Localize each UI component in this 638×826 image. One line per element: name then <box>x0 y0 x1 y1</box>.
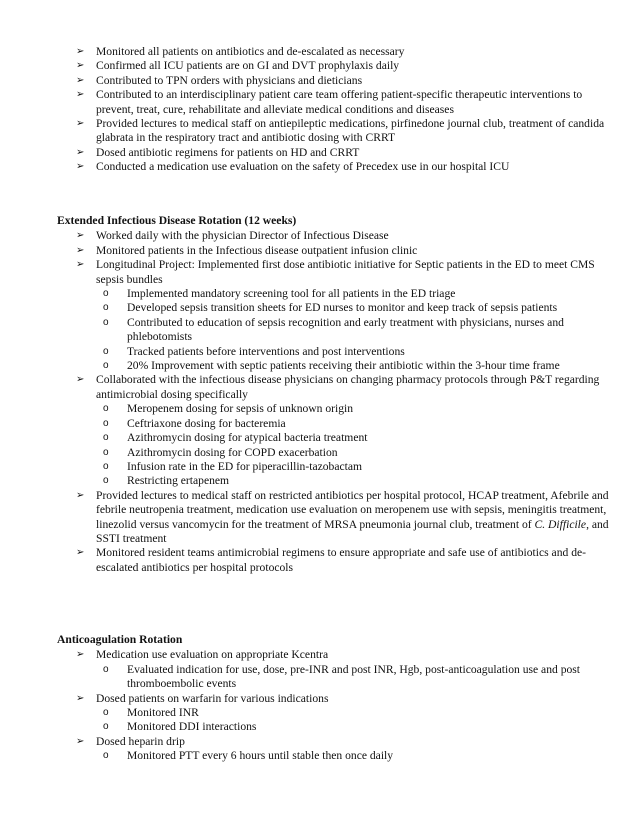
circle-bullet-icon: o <box>103 345 109 357</box>
arrow-bullet-icon: ➢ <box>76 60 85 72</box>
circle-bullet-icon: o <box>103 460 109 472</box>
arrow-bullet-icon: ➢ <box>76 118 85 130</box>
sub-list-item: o Monitored PTT every 6 hours until stable then once daily <box>103 749 394 763</box>
circle-bullet-icon: o <box>103 707 109 719</box>
list-item: ➢ Longitudinal Project: Implemented first dose antibiotic initiative for Septic patients in the ED to meet CMS sepsis bundles <box>76 258 595 286</box>
arrow-bullet-icon: ➢ <box>76 692 85 704</box>
sub-list-item: o 20% Improvement with septic patients receiving their antibiotic within the 3-hour time frame <box>103 359 560 373</box>
circle-bullet-icon: o <box>103 663 109 675</box>
circle-bullet-icon: o <box>103 721 109 733</box>
list-item: ➢ Monitored all patients on antibiotics and de-escalated as necessary <box>76 45 405 58</box>
section-title: Anticoagulation Rotation <box>57 633 183 646</box>
arrow-bullet-icon: ➢ <box>76 649 85 661</box>
circle-bullet-icon: o <box>103 360 109 372</box>
circle-bullet-icon: o <box>103 316 109 328</box>
anticoag-section <box>57 633 617 764</box>
list-item: ➢ Provided lectures to medical staff on restricted antibiotics per hospital protocol, HCAP treatment, Afebrile and febrile neutropenia treatment, medication use evaluation on meropenem use with sepsis, meningitis treatment, linezolid versus vancomycin for the treatment of MRSA pneumonia journal club, treatment of C. Difficile, and SSTI treatment <box>76 488 609 545</box>
sub-list-item: o Implemented mandatory screening tool for all patients in the ED triage <box>103 287 456 301</box>
anticoag-list <box>57 648 617 763</box>
circle-bullet-icon: o <box>103 288 109 300</box>
arrow-bullet-icon: ➢ <box>76 259 85 271</box>
sub-list-item: o Monitored DDI interactions <box>103 720 257 734</box>
circle-bullet-icon: o <box>103 403 109 415</box>
arrow-bullet-icon: ➢ <box>76 489 85 501</box>
circle-bullet-icon: o <box>103 750 109 762</box>
arrow-bullet-icon: ➢ <box>76 374 85 386</box>
sub-list-item: o Developed sepsis transition sheets for ED nurses to monitor and keep track of sepsis patients <box>103 301 558 315</box>
arrow-bullet-icon: ➢ <box>76 244 85 256</box>
arrow-bullet-icon: ➢ <box>76 46 85 57</box>
list-item: ➢ Monitored patients in the Infectious disease outpatient infusion clinic <box>76 243 418 257</box>
sub-list-item: o Contributed to education of sepsis recognition and early treatment with physicians, nurses and phlebotomists <box>103 315 564 344</box>
list-item: ➢ Medication use evaluation on appropriate Kcentra <box>76 648 329 662</box>
list-item: ➢ Worked daily with the physician Director of Infectious Disease <box>76 229 389 243</box>
list-item: ➢ Collaborated with the infectious disease physicians on changing pharmacy protocols through P&T regarding antimicrobial dosing specifically <box>76 373 600 401</box>
list-item: ➢ Dosed heparin drip <box>76 734 185 748</box>
list-item: ➢ Monitored resident teams antimicrobial regimens to ensure appropriate and safe use of antibiotics and de-escalated antibiotics per hospital protocols <box>76 546 587 574</box>
arrow-bullet-icon: ➢ <box>76 161 85 173</box>
circle-bullet-icon: o <box>103 417 109 429</box>
list-item: ➢ Confirmed all ICU patients are on GI and DVT prophylaxis daily <box>76 59 400 73</box>
arrow-bullet-icon: ➢ <box>76 146 85 158</box>
arrow-bullet-icon: ➢ <box>76 547 85 559</box>
circle-bullet-icon: o <box>103 302 109 314</box>
id-rotation-section <box>57 214 617 575</box>
circle-bullet-icon: o <box>103 475 109 487</box>
sub-list-item: o Infusion rate in the ED for piperacillin-tazobactam <box>103 459 362 473</box>
arrow-bullet-icon: ➢ <box>76 74 85 86</box>
list-item: ➢ Contributed to TPN orders with physicians and dieticians <box>76 73 363 87</box>
circle-bullet-icon: o <box>103 432 109 444</box>
icu-bullet-list <box>72 45 612 175</box>
sub-list-item: o Monitored INR <box>103 706 199 720</box>
sub-list-item: o Ceftriaxone dosing for bacteremia <box>103 416 286 430</box>
list-item: ➢ Contributed to an interdisciplinary patient care team offering patient-specific therapeutic interventions to prevent, treat, cure, rehabilitate and alleviate medical conditions and diseases <box>76 88 583 116</box>
arrow-bullet-icon: ➢ <box>76 89 85 101</box>
sub-list-item: o Meropenem dosing for sepsis of unknown origin <box>103 402 354 416</box>
id-rotation-list <box>57 229 617 575</box>
list-item: ➢ Dosed antibiotic regimens for patients on HD and CRRT <box>76 145 360 159</box>
section-title: Extended Infectious Disease Rotation (12 weeks) <box>57 214 297 227</box>
list-item: ➢ Dosed patients on warfarin for various indications <box>76 691 329 705</box>
sub-list-item: o Azithromycin dosing for COPD exacerbation <box>103 445 338 459</box>
list-item: ➢ Provided lectures to medical staff on antiepileptic medications, pirfinedone journal club, treatment of candida glabrata in the respiratory tract and antibiotic dosing with CRRT <box>76 117 605 145</box>
sub-list-item: o Azithromycin dosing for atypical bacteria treatment <box>103 431 368 445</box>
arrow-bullet-icon: ➢ <box>76 230 85 242</box>
sub-list-item: o Evaluated indication for use, dose, pre-INR and post INR, Hgb, post-anticoagulation use and post thromboembolic events <box>103 662 581 691</box>
circle-bullet-icon: o <box>103 446 109 458</box>
sub-list-item: o Tracked patients before interventions and post interventions <box>103 344 405 358</box>
arrow-bullet-icon: ➢ <box>76 735 85 747</box>
list-item: ➢ Conducted a medication use evaluation on the safety of Precedex use in our hospital ICU <box>76 160 510 174</box>
sub-list-item: o Restricting ertapenem <box>103 474 230 488</box>
